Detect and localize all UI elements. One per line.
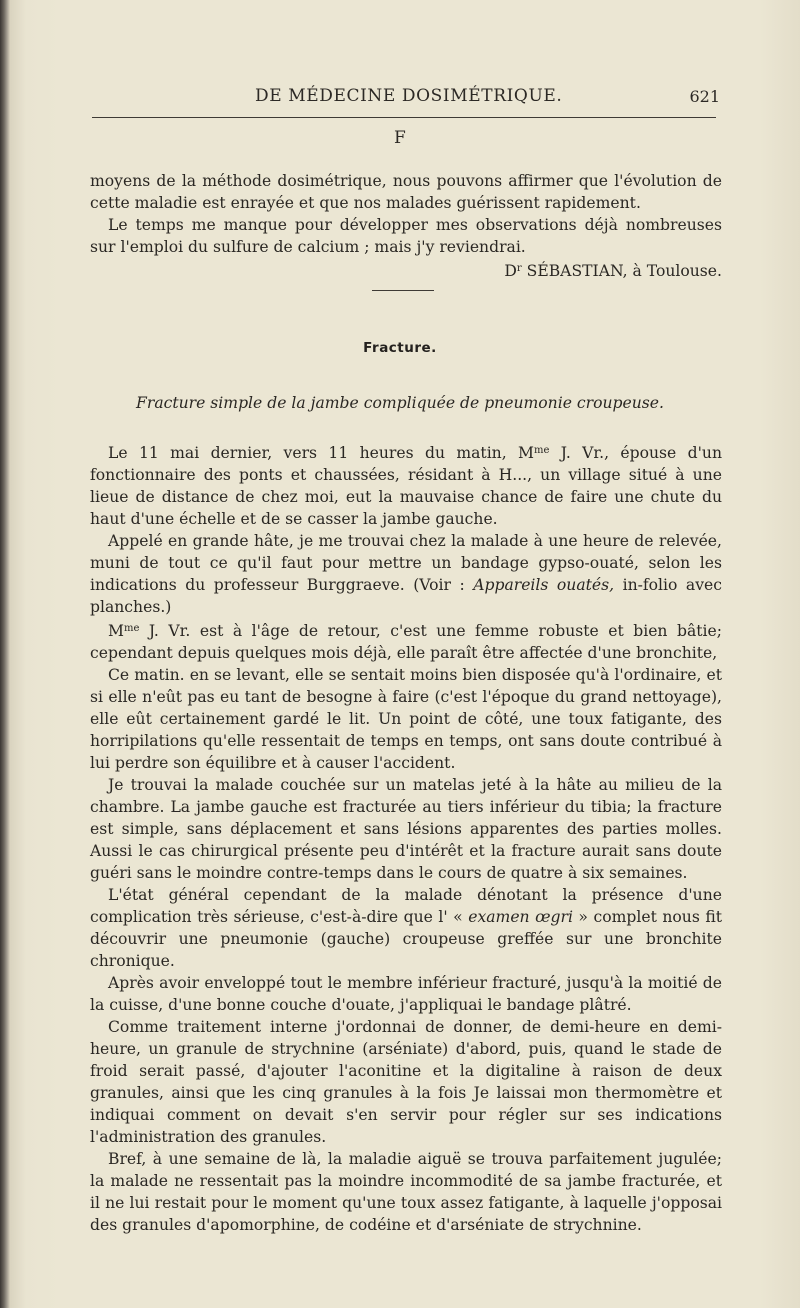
body-paragraph-2 (90, 530, 722, 618)
intro-paragraph-1: moyens de la méthode dosimétrique, nous pouvons affirmer que l'évolution de cette maladie est enrayée et que nos malades guérissent rapidement. (90, 172, 722, 212)
body-block (90, 440, 722, 1236)
section-heading: Fracture. (363, 340, 437, 356)
body-p3-sup: me (123, 623, 140, 634)
body-p2-italic: Appareils ouatés, (473, 576, 615, 594)
body-paragraph-8: Comme traitement interne j'ordonnai de donner, de demi-heure en demi-heure, un granule de strychnine (arséniate) d'abord, puis, quand le stade de froid serait passé, d'ajouter l'aconitine et la digitaline à raison de deux granules, ainsi que les cinq granules à la fois Je laissai mon thermomètre et indiquai comment on devait s'en servir pour régler sur ses indications l'administration des granules. (90, 1018, 722, 1146)
signoff-name: SÉBASTIAN, à Toulouse. (521, 262, 722, 280)
body-paragraph-9: Bref, à une semaine de là, la maladie aiguë se trouva parfaitement jugulée; la malade ne ressentait pas la moindre incommodité de sa jambe fracturée, et il ne lui restait pour le moment qu'une toux assez fatigante, à laquelle j'opposai des granules d'apomorphine, de codéine et d'arséniate de strychnine. (90, 1150, 722, 1234)
separator-rule (372, 290, 434, 291)
section-subtitle: Fracture simple de la jambe compliquée de pneumonie croupeuse. (136, 394, 664, 412)
body-paragraph-1 (90, 440, 722, 530)
body-p2-pre: Appelé en grande hâte, je me trouvai chez la malade à une heure de relevée, muni de tout ce qu'il faut pour mettre un bandage gypso-ouaté, selon les indications du professeur Burggraeve. (Voir : (90, 532, 722, 594)
body-paragraph-7: Après avoir enveloppé tout le membre inférieur fracturé, jusqu'à la moitié de la cuisse, d'une bonne couche d'ouate, j'appliquai le bandage plâtré. (90, 974, 722, 1014)
body-p1-pre: Le 11 mai dernier, vers 11 heures du matin, M (108, 444, 535, 462)
page-number: 621 (689, 87, 720, 106)
signoff-superscript: r (516, 263, 522, 274)
body-paragraph-5: Je trouvai la malade couchée sur un matelas jeté à la hâte au milieu de la chambre. La jambe gauche est fracturée au tiers inférieur du tibia; la fracture est simple, sans déplacement et sans lésions apparentes des parties molles. Aussi le cas chirurgical présente peu d'intérêt et la fracture aurait sans doute guéri sans le moindre contre-temps dans le cours de quatre à six semaines. (90, 776, 722, 882)
body-p6-pre: L'état général cependant de la malade dénotant la présence d'une complication très sérieuse, c'est-à-dire que l' « (90, 886, 722, 926)
body-p6-post: » complet nous fit découvrir une pneumonie (gauche) croupeuse greffée sur une bronchite chronique. (90, 908, 722, 970)
intro-paragraph-2-text: Le temps me manque pour développer mes observations déjà nombreuses sur l'emploi du sulfure de calcium ; mais j'y reviendrai. (90, 216, 722, 256)
body-p6-italic: examen œgri (468, 908, 573, 926)
intro-block (90, 170, 722, 282)
body-p1-post: J. Vr., épouse d'un fonctionnaire des ponts et chaussées, résidant à H..., un village situé à une lieue de distance de chez moi, eut la mauvaise chance de faire une chute du haut d'une échelle et de se casser la jambe gauche. (90, 444, 722, 528)
intro-paragraph-2 (90, 214, 722, 280)
author-signoff (486, 258, 722, 282)
body-p3-post: J. Vr. est à l'âge de retour, c'est une femme robuste et bien bâtie; cependant depuis quelques mois déjà, elle paraît être affectée d'une bronchite, (90, 622, 722, 662)
signoff-prefix: D (504, 262, 517, 280)
header-rule (92, 117, 716, 118)
running-head (90, 86, 720, 110)
body-paragraph-6 (90, 884, 722, 972)
body-p3-pre: M (108, 622, 124, 640)
running-title: DE MÉDECINE DOSIMÉTRIQUE. (255, 86, 563, 106)
body-paragraph-3 (90, 618, 722, 664)
signature-mark: F (394, 128, 406, 148)
body-paragraph-4: Ce matin. en se levant, elle se sentait moins bien disposée qu'à l'ordinaire, et si elle n'eût pas eu tant de besogne à faire (c'est l'époque du grand nettoyage), elle eût certainement gardé le lit. Un point de côté, une toux fatigante, des horripilations qu'elle ressentait de temps en temps, ont sans doute contribué à lui perdre son équilibre et à causer l'accident. (90, 666, 722, 772)
body-p1-sup: me (534, 445, 550, 456)
body-p2-post: in-folio avec planches.) (90, 576, 722, 616)
